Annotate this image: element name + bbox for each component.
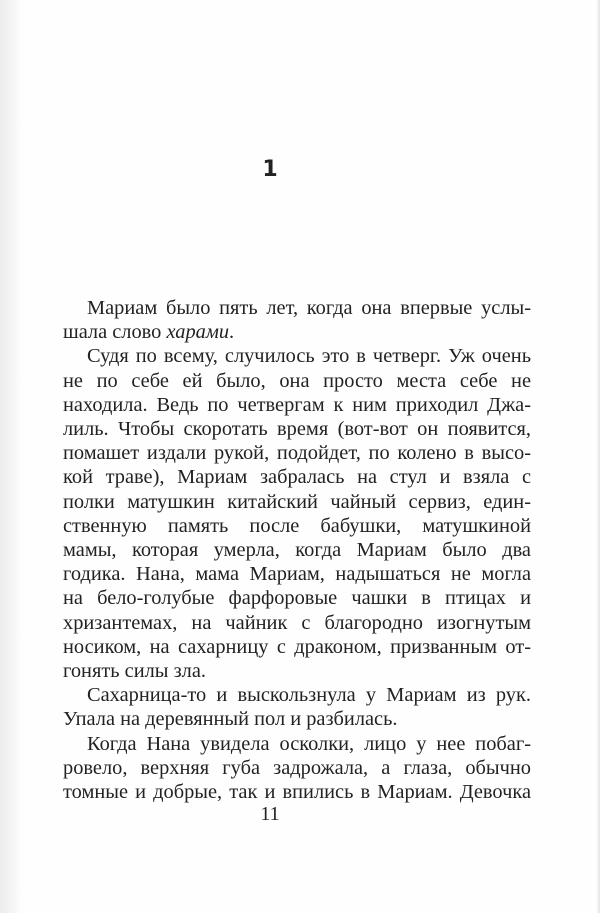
text-line: Сахарница-то и выскользнула у Мариам из рук. [87,684,531,707]
page-scan-right-shadow [596,0,600,913]
page-scan-left-shadow [0,0,22,913]
text-line: не по себе ей было, она просто места себе не [63,369,531,392]
text-line: Мариам было пять лет, когда она впервые услы- [87,297,531,319]
text-line: ственную память после бабушки, матушкиной [63,514,531,537]
text-line: на бело-голубые фарфоровые чашки в птицах и [63,587,531,610]
text-line: носиком, на сахарницу с драконом, призванным от- [63,635,531,658]
text-line: Судя по всему, случилось это в четверг. Уж очень [87,345,531,368]
paragraph-2 [63,344,531,683]
text-line: полки матушкин китайский чайный сервиз, един- [63,490,531,513]
paragraph-1 [63,296,531,344]
paragraph-4 [63,732,531,805]
text-line: годика. Нана, мама Мариам, надышаться не могла [63,563,531,586]
text-line: гонять силы зла. [63,660,206,683]
text-line: ровело, верхняя губа задрожала, а глаза, обычно [63,756,531,779]
text-line: лиль. Чтобы скоротать время (вот-вот он появится, [63,418,531,441]
text-line: Когда Нана увидела осколки, лицо у нее побаг- [87,732,531,755]
text-line: находила. Ведь по четвергам к ним приходил Джа- [63,393,531,416]
text-line: шала слово харами. [63,321,235,344]
italic-term: харами [166,321,230,344]
text-line: кой траве), Мариам забралась на стул и взяла с [63,466,531,489]
chapter-number: 1 [262,157,278,182]
text-line: томные и добрые, так и впились в Мариам. Девочка [63,781,531,804]
text-line: мамы, которая умерла, когда Мариам было два [63,539,531,562]
page-number: 11 [260,803,280,825]
text-line: помашет издали рукой, подойдет, по колено в высо- [63,442,531,465]
paragraph-3 [63,683,531,731]
body-text [63,296,531,804]
text-line: Упала на деревянный пол и разбилась. [63,708,398,731]
text-line: хризантемах, на чайник с благородно изогнутым [63,611,531,634]
